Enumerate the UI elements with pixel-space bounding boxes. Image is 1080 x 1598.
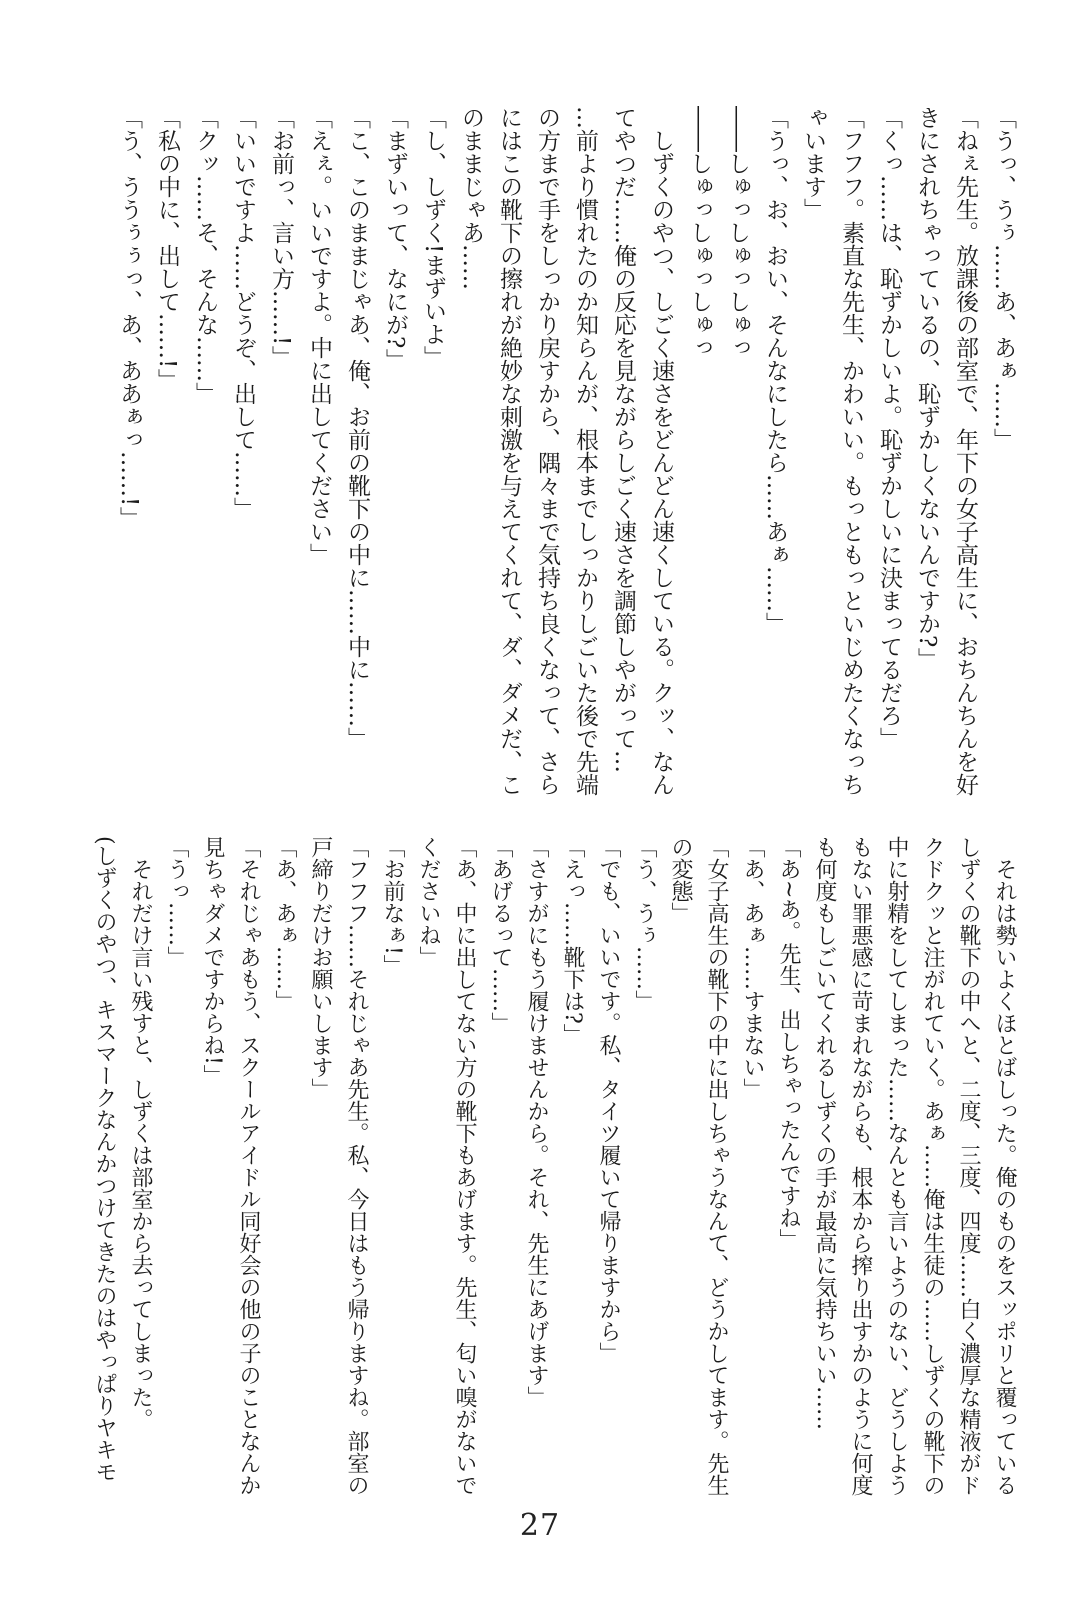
text-line: 「あ、あぁ……」 <box>272 836 297 1012</box>
text-line: 「うっ、うぅ……あ、あぁ……」 <box>990 106 1016 451</box>
text-line: 「いいですよ……どうぞ、出して……」 <box>230 106 256 520</box>
text-line: 「あ、あぁ……すまない」 <box>740 836 765 1100</box>
text-line: それだけ言い残すと、しずくは部室から去ってしまった。 <box>128 836 153 1430</box>
text-line: …前より慣れたのか知らんが、根本までしっかりしごいた後で先端 <box>572 106 598 796</box>
text-line: (しずくのやつ、キスマークなんかつけてきたのはやっぱりヤキモ <box>92 836 117 1483</box>
text-line: しずくの靴下の中へと、二度、三度、四度……白く濃厚な精液がド <box>956 836 981 1496</box>
text-line: 「うっ……」 <box>164 836 189 968</box>
top-text-block <box>110 106 1022 812</box>
text-line: 「ねぇ先生。放課後の部室で、年下の女子高生に、おちんちんを好 <box>952 106 978 796</box>
text-line: 「でも、いいです。私、タイツ履いて帰りますから」 <box>596 836 621 1364</box>
text-line: 「それじゃあもう、スクールアイドル同好会の他の子のことなんか <box>236 836 261 1496</box>
text-line: ゃいます」 <box>800 106 826 221</box>
text-line: 「う、ううぅぅっ、あ、ああぁっ……!」 <box>116 106 142 530</box>
text-line: 「えっ……靴下は?」 <box>560 836 585 1046</box>
text-line: も何度もしごいてくれるしずくの手が最高に気持ちいい…… <box>812 836 837 1430</box>
text-line: てやつだ……俺の反応を見ながらしごく速さを調節しやがって… <box>610 106 636 773</box>
text-line: 「し、しずく!まずいよ」 <box>420 106 446 369</box>
text-line: のままじゃあ…… <box>458 106 484 290</box>
text-line: クドクッと注がれていく。あぁ……俺は生徒の……しずくの靴下の <box>920 836 945 1496</box>
text-line: しずくのやつ、しごく速さをどんどん速くしている。クッ、なん <box>648 106 674 796</box>
text-line: 「お前っ、言い方……!」 <box>268 106 294 369</box>
text-line: 「私の中に、出して……!」 <box>154 106 180 392</box>
text-line: 「あげるって……」 <box>488 836 513 1034</box>
bottom-text-block <box>86 836 1022 1520</box>
text-line: 「さすがにもう履けませんから。それ、先生にあげます」 <box>524 836 549 1408</box>
text-line: きにされちゃっているの、恥ずかしくないんですか?」 <box>914 106 940 671</box>
text-line: にはこの靴下の擦れが絶妙な刺激を与えてくれて、ダ、ダメだ、こ <box>496 106 522 796</box>
text-line: 「こ、このままじゃあ、俺、お前の靴下の中に……中に……」 <box>344 106 370 750</box>
text-line: ――しゅっしゅっしゅっ <box>724 106 750 359</box>
text-line: 「あ~あ。先生、出しちゃったんですね」 <box>776 836 801 1251</box>
text-line: 「女子高生の靴下の中に出しちゃうなんて、どうかしてます。先生 <box>704 836 729 1496</box>
text-line: 戸締りだけお願いします」 <box>308 836 333 1100</box>
text-line: 「うっ、お、おい、そんなにしたら……あぁ……」 <box>762 106 788 635</box>
text-line: 「お前なぁ!」 <box>380 836 405 977</box>
text-line: ――しゅっしゅっしゅっ <box>686 106 712 359</box>
page-number: 27 <box>519 1508 561 1543</box>
text-line: くださいね」 <box>416 836 441 968</box>
text-line: の方まで手をしっかり戻すから、隅々まで気持ち良くなって、さら <box>534 106 560 796</box>
text-line: 「えぇ。いいですよ。中に出してください」 <box>306 106 332 566</box>
text-line: 「あ、中に出してない方の靴下もあげます。先生、匂い嗅がないで <box>452 836 477 1496</box>
text-line: 「まずいって、なにが?」 <box>382 106 408 372</box>
text-line: 「くっ……は、恥ずかしいよ。恥ずかしいに決まってるだろ」 <box>876 106 902 750</box>
text-line: の変態」 <box>668 836 693 924</box>
text-line: それは勢いよくほとばしった。俺のものをスッポリと覆っている <box>992 836 1017 1496</box>
text-line: 「う、うぅ……」 <box>632 836 657 1012</box>
text-line: 「フフフ……それじゃあ先生。私、今日はもう帰りますね。部室の <box>344 836 369 1496</box>
text-line: もない罪悪感に苛まれながらも、根本から搾り出すかのように何度 <box>848 836 873 1496</box>
text-line: 中に射精をしてしまった……なんとも言いようのない、どうしよう <box>884 836 909 1496</box>
text-line: 見ちゃダメですからね!」 <box>200 836 225 1087</box>
text-line: 「クッ……そ、そんな……」 <box>192 106 218 405</box>
text-line: 「フフフ。素直な先生、かわいい。もっともっといじめたくなっち <box>838 106 864 796</box>
